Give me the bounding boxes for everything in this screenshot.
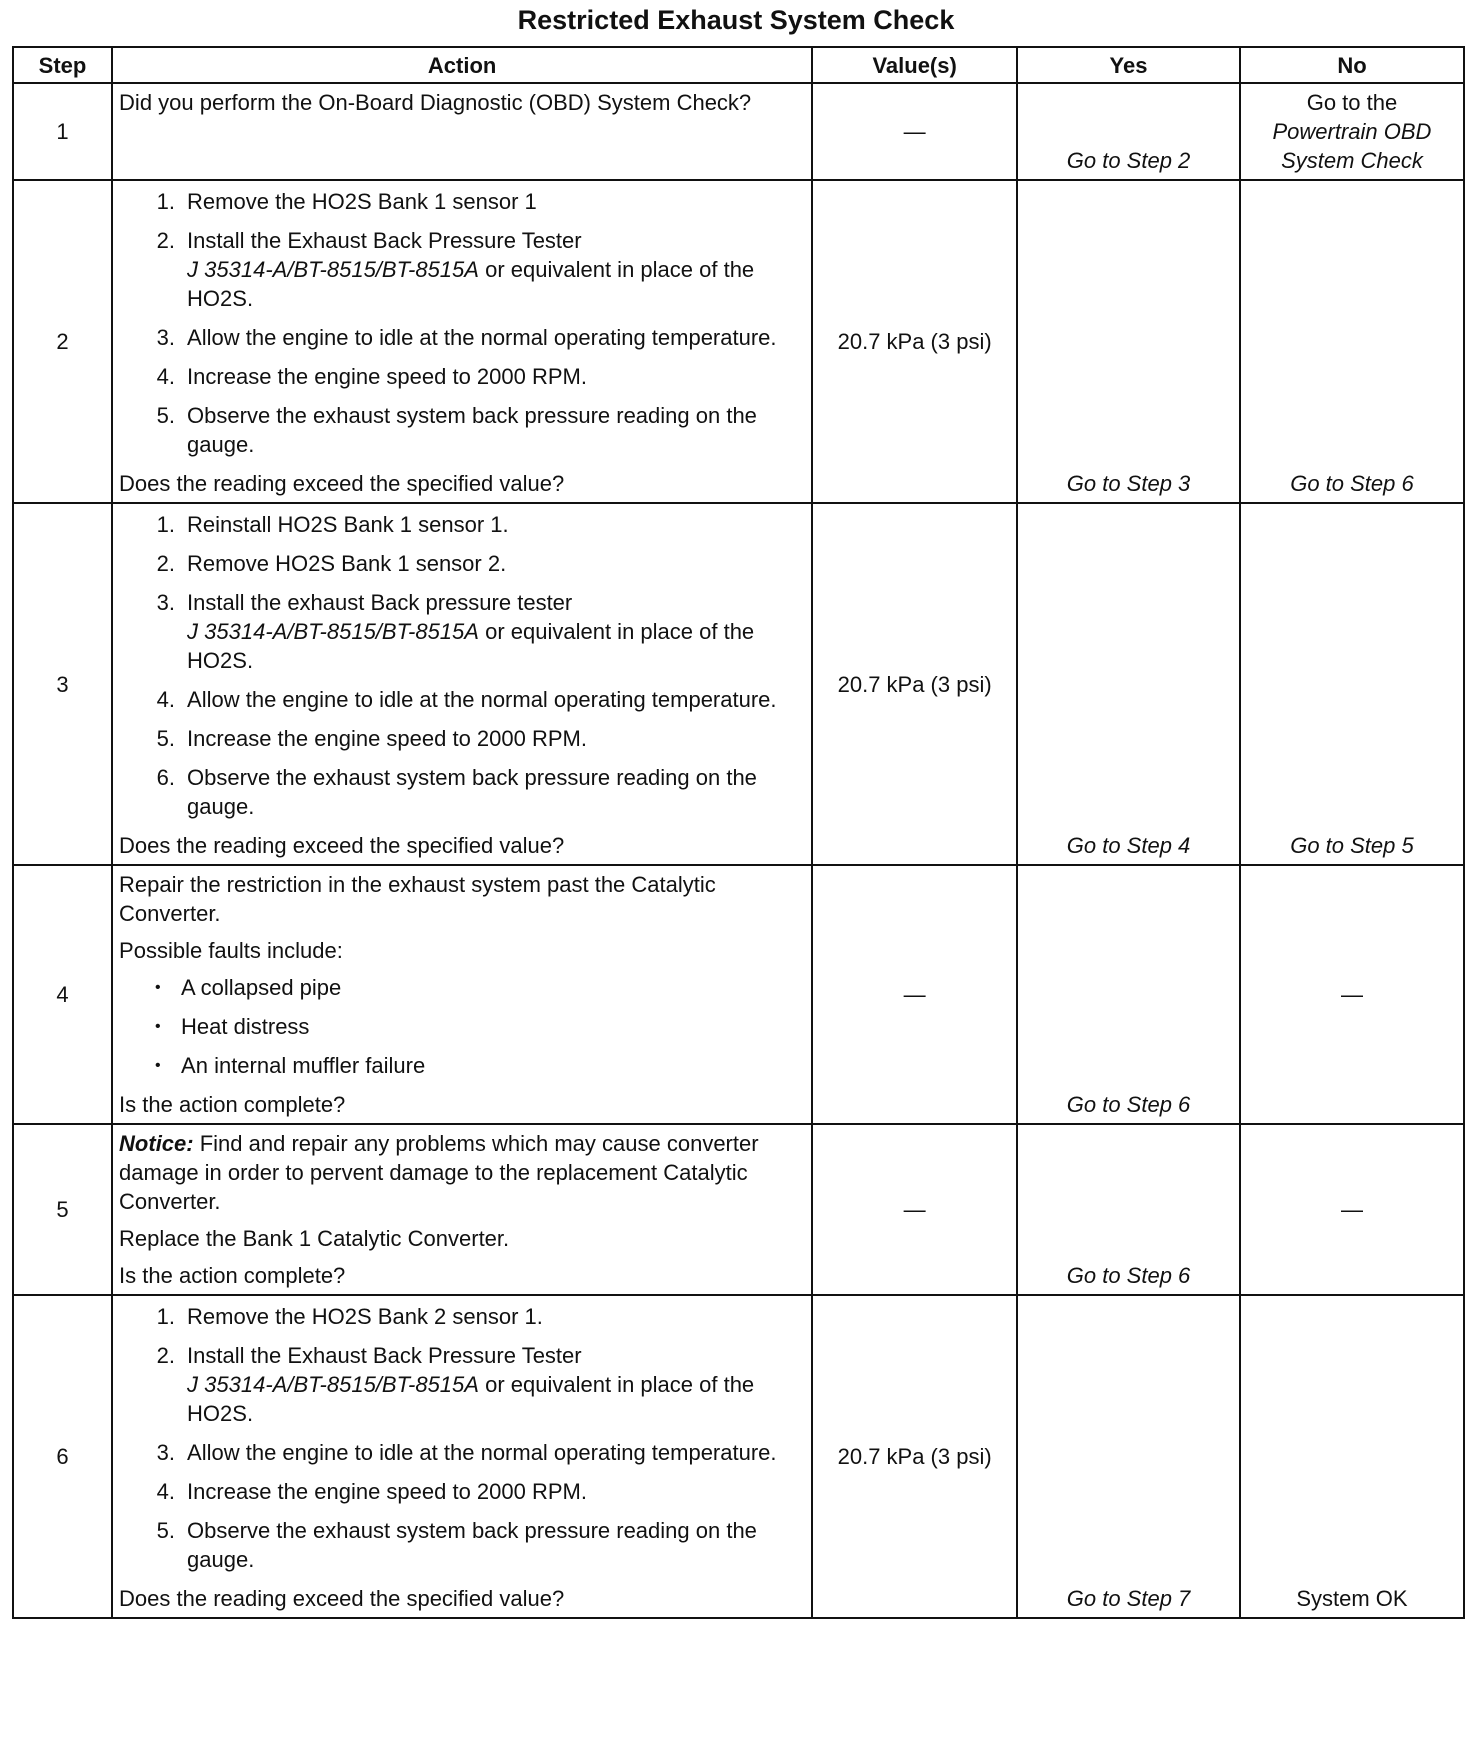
action-step: 1. Reinstall HO2S Bank 1 sensor 1. — [181, 510, 805, 539]
faults-label: Possible faults include: — [119, 938, 343, 963]
yes-cell: Go to Step 7 — [1017, 1295, 1240, 1618]
step-number: 5 — [13, 1124, 112, 1295]
action-question: Is the action complete? — [119, 1263, 346, 1288]
diagnostic-table — [12, 46, 1465, 1619]
no-prefix: Go to the — [1306, 90, 1398, 115]
value-cell: 20.7 kPa (3 psi) — [812, 180, 1017, 503]
step-number: 3 — [13, 503, 112, 865]
page-title: Restricted Exhaust System Check — [517, 5, 955, 35]
value-cell: — — [812, 1124, 1017, 1295]
action-step: 4. Increase the engine speed to 2000 RPM. — [181, 1477, 805, 1506]
action-question: Is the action complete? — [119, 1092, 346, 1117]
action-step: 5. Observe the exhaust system back pressure reading on the gauge. — [181, 1516, 805, 1574]
action-step: 3. Install the exhaust Back pressure tester J 35314-A/BT-8515/BT-8515A or equivalent in place of the HO2S. — [181, 588, 805, 675]
notice-label: Notice: — [119, 1131, 194, 1156]
action-step: 1. Remove the HO2S Bank 2 sensor 1. — [181, 1302, 805, 1331]
action-step: 3. Allow the engine to idle at the normal operating temperature. — [181, 1438, 805, 1467]
action-question: Did you perform the On-Board Diagnostic (OBD) System Check? — [119, 90, 752, 115]
table-row — [13, 865, 1464, 1124]
notice-text: Find and repair any problems which may cause converter damage in order to pervent damage to the replacement Catalytic Converter. — [119, 1131, 759, 1214]
action-step: 5. Observe the exhaust system back pressure reading on the gauge. — [181, 401, 805, 459]
table-header-row — [13, 47, 1464, 83]
no-target: Powertrain OBD System Check — [1272, 119, 1432, 173]
tool-number: J 35314-A/BT-8515/BT-8515A — [187, 1372, 479, 1397]
action-steps — [119, 510, 805, 821]
action-steps — [119, 187, 805, 459]
tool-number: J 35314-A/BT-8515/BT-8515A — [187, 619, 479, 644]
action-intro: Repair the restriction in the exhaust system past the Catalytic Converter. — [119, 872, 716, 926]
yes-cell: Go to Step 6 — [1017, 1124, 1240, 1295]
action-step: 2. Install the Exhaust Back Pressure Tester J 35314-A/BT-8515/BT-8515A or equivalent in place of the HO2S. — [181, 226, 805, 313]
yes-cell: Go to Step 2 — [1017, 83, 1240, 180]
fault-item: • Heat distress — [181, 1012, 805, 1041]
action-cell — [112, 865, 812, 1124]
action-cell — [112, 1295, 812, 1618]
action-question: Does the reading exceed the specified value? — [119, 833, 565, 858]
yes-cell: Go to Step 6 — [1017, 865, 1240, 1124]
action-step: 2. Remove HO2S Bank 1 sensor 2. — [181, 549, 805, 578]
no-cell — [1240, 83, 1464, 180]
yes-cell: Go to Step 3 — [1017, 180, 1240, 503]
no-cell: Go to Step 5 — [1240, 503, 1464, 865]
value-cell: 20.7 kPa (3 psi) — [812, 1295, 1017, 1618]
no-cell: — — [1240, 865, 1464, 1124]
action-instruction: Replace the Bank 1 Catalytic Converter. — [119, 1226, 510, 1251]
action-cell — [112, 180, 812, 503]
step-number: 4 — [13, 865, 112, 1124]
table-row — [13, 503, 1464, 865]
value-cell: — — [812, 865, 1017, 1124]
value-cell: 20.7 kPa (3 psi) — [812, 503, 1017, 865]
action-step: 4. Allow the engine to idle at the normal operating temperature. — [181, 685, 805, 714]
tool-number: J 35314-A/BT-8515/BT-8515A — [187, 257, 479, 282]
action-steps — [119, 1302, 805, 1574]
action-step: 6. Observe the exhaust system back pressure reading on the gauge. — [181, 763, 805, 821]
notice — [119, 1129, 805, 1216]
no-cell: — — [1240, 1124, 1464, 1295]
header-step: Step — [13, 47, 112, 83]
faults-list — [119, 973, 805, 1080]
step-number: 6 — [13, 1295, 112, 1618]
step-number: 2 — [13, 180, 112, 503]
action-step: 4. Increase the engine speed to 2000 RPM. — [181, 362, 805, 391]
fault-item: • An internal muffler failure — [181, 1051, 805, 1080]
value-cell: — — [812, 83, 1017, 180]
no-cell: System OK — [1240, 1295, 1464, 1618]
action-step: 5. Increase the engine speed to 2000 RPM. — [181, 724, 805, 753]
header-action: Action — [112, 47, 812, 83]
no-cell: Go to Step 6 — [1240, 180, 1464, 503]
yes-cell: Go to Step 4 — [1017, 503, 1240, 865]
action-cell — [112, 1124, 812, 1295]
table-row — [13, 83, 1464, 180]
header-values: Value(s) — [812, 47, 1017, 83]
action-cell — [112, 83, 812, 180]
action-cell — [112, 503, 812, 865]
action-question: Does the reading exceed the specified value? — [119, 1586, 565, 1611]
table-row — [13, 180, 1464, 503]
action-question: Does the reading exceed the specified value? — [119, 471, 565, 496]
fault-item: • A collapsed pipe — [181, 973, 805, 1002]
action-step: 1. Remove the HO2S Bank 1 sensor 1 — [181, 187, 805, 216]
table-row — [13, 1295, 1464, 1618]
header-no: No — [1240, 47, 1464, 83]
action-step: 3. Allow the engine to idle at the normal operating temperature. — [181, 323, 805, 352]
header-yes: Yes — [1017, 47, 1240, 83]
table-row — [13, 1124, 1464, 1295]
action-step: 2. Install the Exhaust Back Pressure Tester J 35314-A/BT-8515/BT-8515A or equivalent in place of the HO2S. — [181, 1341, 805, 1428]
step-number: 1 — [13, 83, 112, 180]
